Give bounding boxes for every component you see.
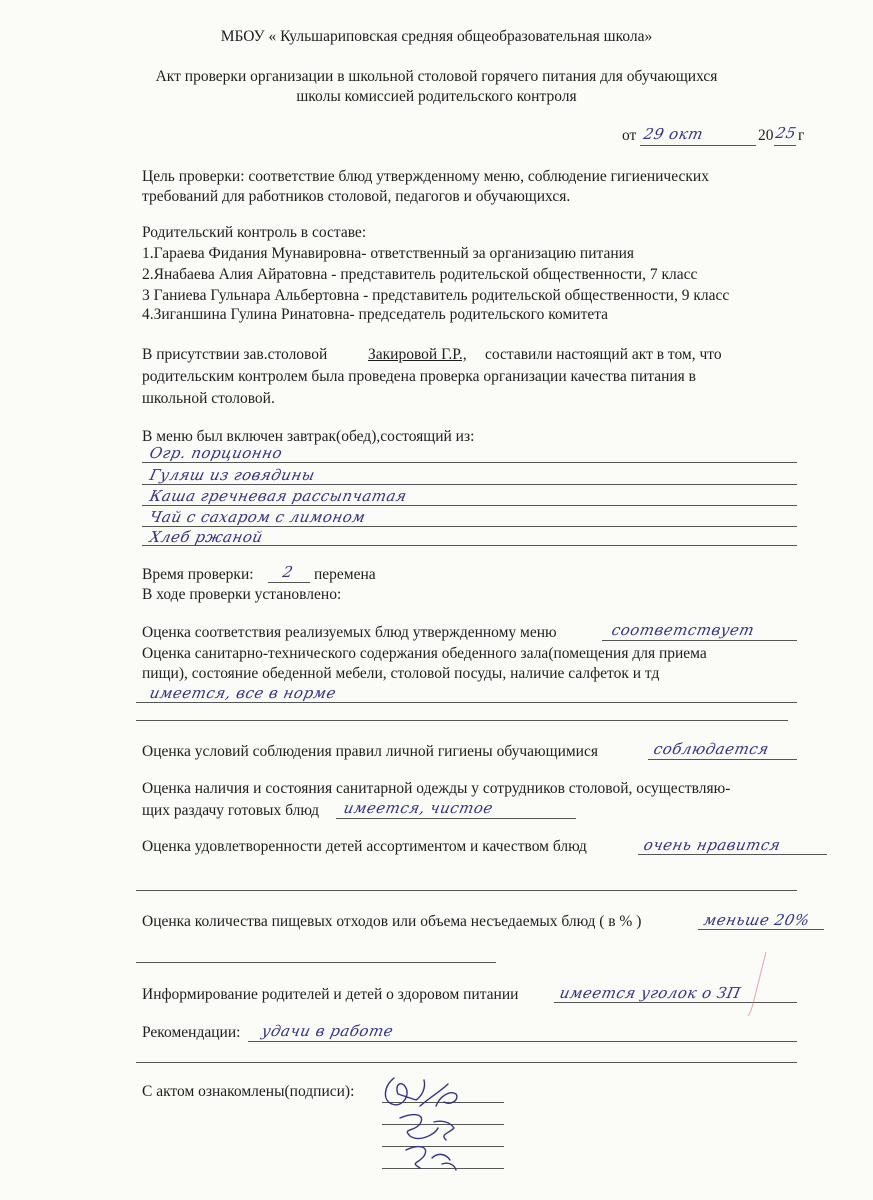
canteen-head-name: Закировой Г.Р., <box>368 346 467 363</box>
check-time-label: Время проверки: <box>142 566 254 583</box>
sanitary-line <box>136 702 797 703</box>
sanitary-label-line2: пищи), состояние обеденной мебели, столовой посуды, наличие салфеток и тд <box>142 665 660 682</box>
handwritten-signatures <box>376 1066 496 1186</box>
date-prefix: от <box>622 127 637 144</box>
menu-line <box>142 462 797 463</box>
satisfaction-extra-line <box>136 890 797 891</box>
sanitary-value: имеется, все в норме <box>148 684 338 702</box>
sanitary-label-line1: Оценка санитарно-технического содержания обеденного зала(помещения для приема <box>142 645 707 662</box>
date-year-suffix: 25 <box>774 124 799 142</box>
menu-item: Чай с сахаром с лимоном <box>148 508 368 526</box>
info-value: имеется уголок о ЗП <box>558 984 743 1002</box>
recommend-value: удачи в работе <box>260 1022 396 1040</box>
committee-member: 2.Янабаева Алия Айратовна - представитель родительской общественности, 7 класс <box>142 266 698 283</box>
signature-stroke <box>385 1078 456 1106</box>
recommend-label: Рекомендации: <box>142 1024 241 1041</box>
waste-value: меньше 20% <box>702 911 812 929</box>
signatures-label: С актом ознакомлены(подписи): <box>142 1083 355 1100</box>
waste-line <box>698 929 824 930</box>
waste-extra-line <box>136 962 496 963</box>
date-year-unit: г <box>798 127 805 144</box>
menu-match-label: Оценка соответствия реализуемых блюд утвержденному меню <box>142 624 557 641</box>
committee-member: 1.Гараева Фидания Мунавировна- ответственный за организацию питания <box>142 245 635 262</box>
act-title-line2: школы комиссией родительского контроля <box>296 88 577 105</box>
signature-stroke <box>406 1147 456 1170</box>
date-year-prefix: 20 <box>758 127 774 144</box>
menu-item: Гуляш из говядины <box>148 466 317 484</box>
uniform-value: имеется, чистое <box>342 799 495 817</box>
established-label: В ходе проверки установлено: <box>142 586 342 603</box>
check-time-underline <box>268 582 310 583</box>
presence-line3: школьной столовой. <box>142 390 275 407</box>
uniform-label-line2: щих раздачу готовых блюд <box>142 802 320 819</box>
check-time-unit: перемена <box>314 566 376 583</box>
committee-member: 3 Ганиева Гульнара Альбертовна - представитель родительской общественности, 9 класс <box>142 287 730 304</box>
menu-item: Хлеб ржаной <box>148 528 265 546</box>
date-underline <box>640 145 756 146</box>
menu-line <box>142 505 797 506</box>
committee-member: 4.Зиганшина Гулина Ринатовна- председатель родительского комитета <box>142 306 609 323</box>
menu-line <box>142 484 797 485</box>
date-year-underline <box>774 145 796 146</box>
purpose-line1: Цель проверки: соответствие блюд утвержденному меню, соблюдение гигиенических <box>142 168 709 185</box>
menu-item: Огр. порционно <box>148 444 285 462</box>
menu-item: Каша гречневая рассыпчатая <box>148 487 409 505</box>
waste-label: Оценка количества пищевых отходов или объема несъедаемых блюд ( в % ) <box>142 913 642 930</box>
purpose-line2: требований для работников столовой, педагогов и обучающихся. <box>142 188 571 205</box>
uniform-label-line1: Оценка наличия и состояния санитарной одежды у сотрудников столовой, осуществляю- <box>142 780 731 797</box>
check-time-value: 2 <box>281 563 295 581</box>
menu-match-line <box>602 640 797 641</box>
committee-heading: Родительский контроль в составе: <box>142 224 367 241</box>
menu-line <box>142 526 797 527</box>
hygiene-value: соблюдается <box>652 740 771 758</box>
presence-line2: родительским контролем была проведена проверка организации качества питания в <box>142 368 697 385</box>
red-margin-mark <box>736 948 776 1018</box>
date-day-month: 29 окт <box>642 125 705 143</box>
uniform-line <box>336 818 576 819</box>
hygiene-line <box>648 759 797 760</box>
menu-label: В меню был включен завтрак(обед),состоящий из: <box>142 428 475 445</box>
signature-stroke <box>400 1115 454 1140</box>
presence-suffix: составили настоящий акт в том, что <box>485 346 722 363</box>
menu-line <box>142 545 797 546</box>
school-name: МБОУ « Кульшариповская средняя общеобразовательная школа» <box>220 28 653 45</box>
info-label: Информирование родителей и детей о здоровом питании <box>142 986 519 1003</box>
recommend-extra-line <box>136 1062 797 1063</box>
act-title-line1: Акт проверки организации в школьной столовой горячего питания для обучающихся <box>155 68 718 85</box>
satisfaction-label: Оценка удовлетворенности детей ассортиментом и качеством блюд <box>142 838 587 855</box>
sanitary-line <box>136 720 788 721</box>
menu-match-value: соответствует <box>610 621 757 639</box>
satisfaction-line <box>638 854 827 855</box>
hygiene-label: Оценка условий соблюдения правил личной гигиены обучающимися <box>142 743 598 760</box>
presence-prefix: В присутствии зав.столовой <box>142 346 328 363</box>
recommend-line <box>248 1041 797 1042</box>
satisfaction-value: очень нравится <box>642 836 783 854</box>
